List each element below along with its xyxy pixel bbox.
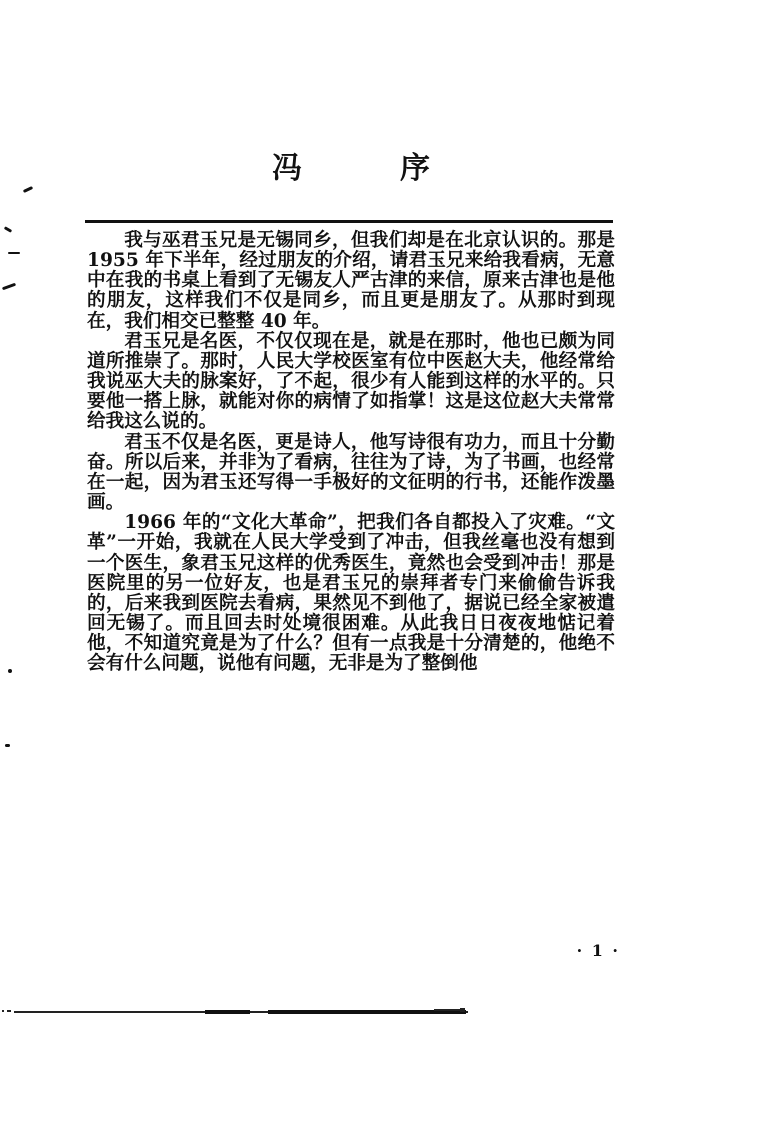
bottom-border-line-thick	[205, 1010, 250, 1014]
scan-artifact-dot	[7, 1010, 11, 1012]
paragraph-3	[87, 433, 615, 514]
paragraph-2	[87, 332, 615, 433]
text-line: 我与巫君玉兄是无锡同乡，但我们却是在北京认识的。那	[124, 230, 597, 251]
page-number: · 1 ·	[576, 941, 620, 960]
margin-scan-mark	[8, 252, 20, 254]
text-line: 常在一起，因为君玉还写得一手极好的文征明的行书，还能作	[87, 451, 615, 493]
text-line: 也是他的朋友，这样我们不仅是同乡，而且更是朋友了。从那	[87, 270, 615, 312]
paragraph-4	[87, 513, 615, 674]
margin-scan-mark	[8, 669, 12, 673]
title-char-feng: 冯	[272, 151, 302, 186]
text-line: 全家被遣回无锡了。而且回去时处境很困难。从此我日日夜	[87, 592, 615, 634]
text-line: 泼墨画。	[87, 471, 615, 514]
text-line: 夜地惦记着他，不知道究竟是为了什么？但有一点我是十分清	[87, 612, 615, 655]
scan-artifact-dot	[2, 1010, 4, 1012]
margin-scan-mark	[5, 744, 10, 747]
text-line: 革”一开始，我就在人民大学受到了冲击，但我丝毫也没有想	[87, 532, 597, 554]
text-line: 到一个医生，象君玉兄这样的优秀医生，竟然也会受到冲击！	[87, 532, 615, 574]
text-line: 1966 年的“文化大革命”，把我们各自都投入了灾难。“文	[124, 512, 615, 534]
text-line: 常给我说巫大夫的脉案好，了不起，很少有人能到这样的水平	[87, 350, 615, 393]
text-line: 告诉我的，后来我到医院去看病，果然见不到他了，据说已经	[87, 572, 615, 614]
margin-scan-mark	[23, 186, 33, 193]
title-underline-rule	[85, 220, 613, 223]
title-char-xu: 序	[400, 151, 430, 186]
text-line: 是 1955 年下半年，经过朋友的介绍，请君玉兄来给我看病，无	[87, 230, 615, 272]
text-line: 同道所推崇了。那时，人民大学校医室有位中医赵大夫，他经	[87, 330, 615, 372]
bottom-border-line-thick	[384, 1010, 434, 1014]
text-line: 君玉不仅是名医，更是诗人，他写诗很有功力，而且十分	[124, 431, 597, 453]
text-line: 勤奋。所以后来，并非为了看病，往往为了诗，为了书画，也经	[87, 431, 615, 473]
margin-scan-mark	[2, 283, 16, 291]
text-line: 楚的，他绝不会有什么问题，说他有问题，无非是为了整倒他	[87, 633, 615, 675]
text-line: 那是医院里的另一位好友，也是君玉兄的崇拜者专门来偷偷	[87, 552, 615, 594]
margin-scan-mark	[4, 226, 12, 233]
text-line: 的。只要他一搭上脉，就能对你的病情了如指掌！这是这位赵	[87, 371, 615, 413]
text-line: 意中在我的书桌上看到了无锡友人严古津的来信，原来古津	[87, 250, 615, 292]
text-line: 时到现在，我们相交已整整 40 年。	[87, 290, 615, 332]
text-line: 君玉兄是名医，不仅仅现在是，就是在那时，他也已颇为	[124, 330, 597, 352]
paragraph-1	[87, 231, 615, 332]
scan-artifact-dot	[460, 1008, 465, 1012]
text-line: 大夫常常给我这么说的。	[87, 391, 615, 433]
preface-body	[87, 231, 615, 674]
